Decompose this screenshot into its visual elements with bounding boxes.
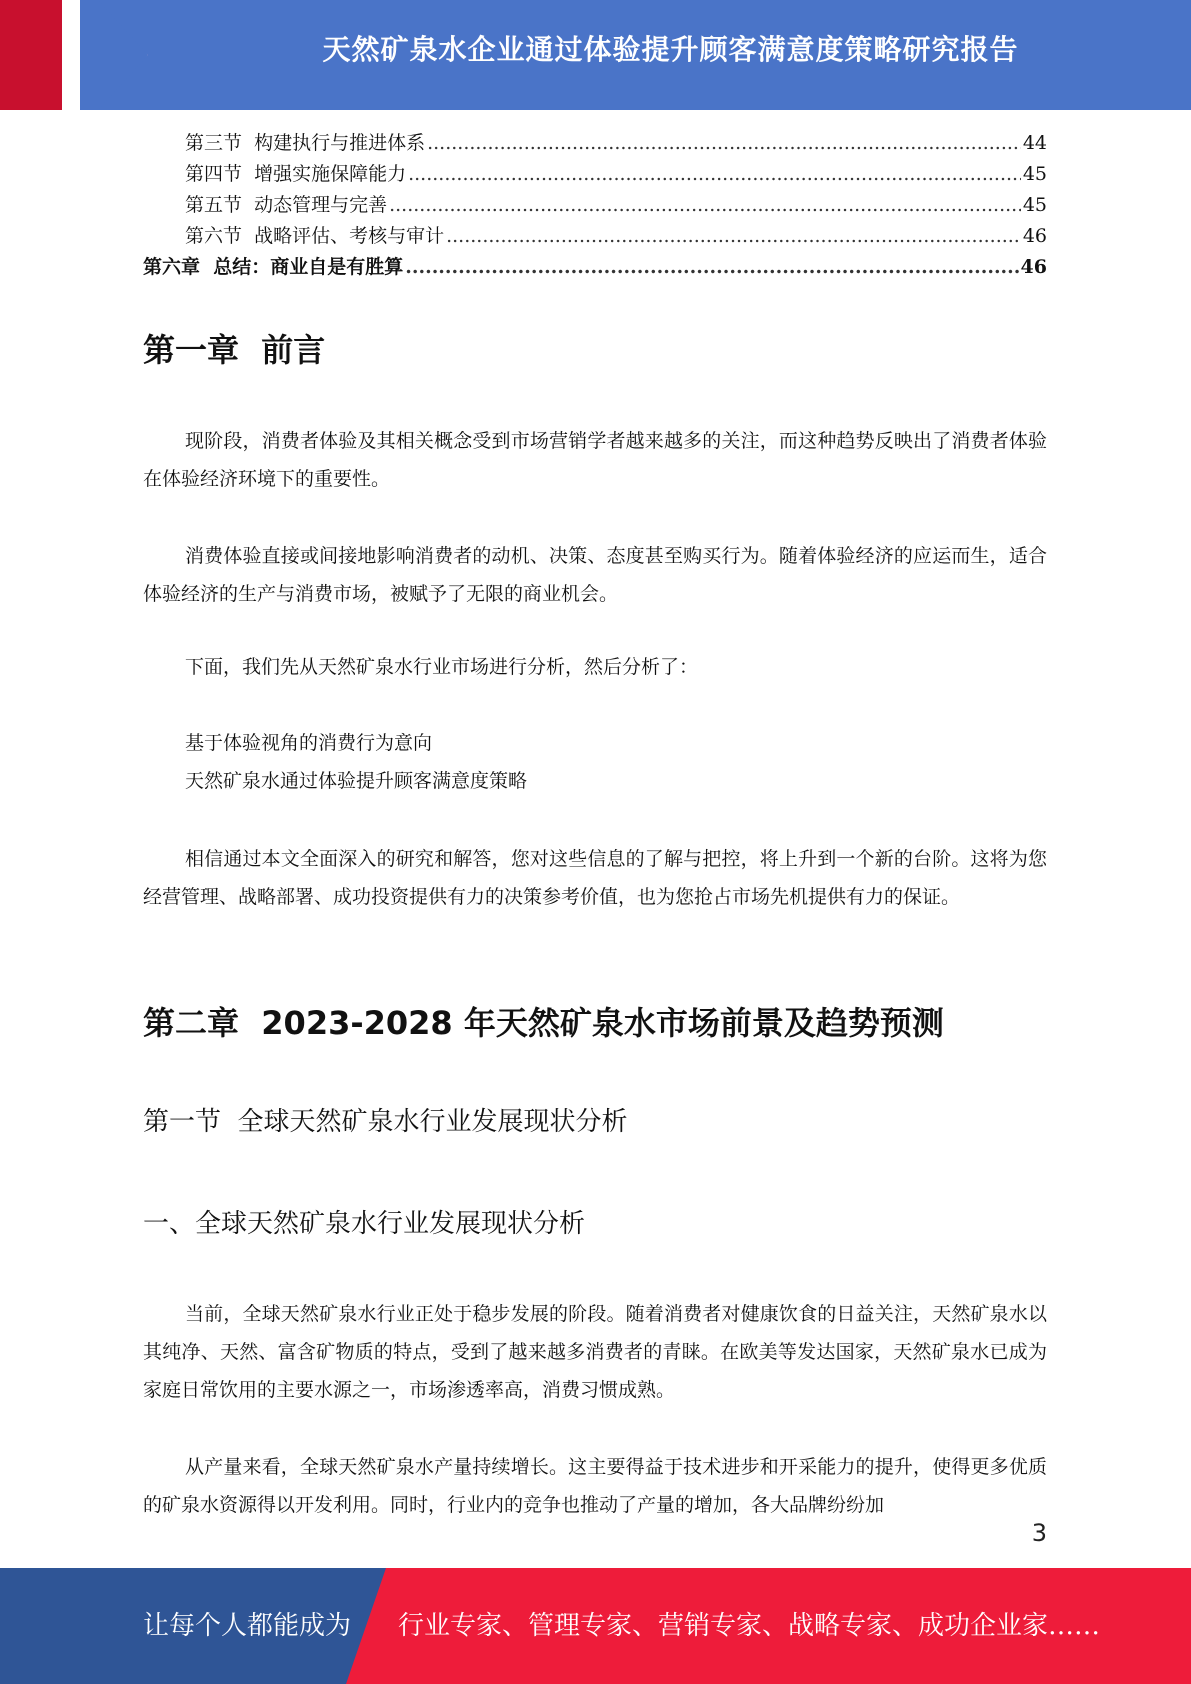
- toc-page-number: 46: [1020, 256, 1047, 278]
- toc-section-title: 第四节 增强实施保障能力: [185, 163, 407, 185]
- page-footer: [0, 1568, 1191, 1684]
- table-of-contents: [143, 128, 1047, 283]
- toc-leader-dots: [389, 194, 1021, 216]
- toc-chapter-title: 第六章 总结：商业自是有胜算: [143, 256, 404, 278]
- section-heading: 第一节 全球天然矿泉水行业发展现状分析: [143, 1107, 628, 1137]
- paragraph: 下面，我们先从天然矿泉水行业市场进行分析，然后分析了：: [185, 656, 699, 678]
- toc-leader-dots: [408, 163, 1021, 185]
- toc-section-title: 第三节 构建执行与推进体系: [185, 132, 426, 154]
- paragraph: 相信通过本文全面深入的研究和解答，您对这些信息的了解与把控，将上升到一个新的台阶。这将为您经营管理、战略部署、成功投资提供有力的决策参考价值，也为您抢占市场先机提供有力的保证。: [143, 848, 1047, 908]
- toc-row[interactable]: [143, 252, 1047, 283]
- header-title: 天然矿泉水企业通过体验提升顾客满意度策略研究报告: [322, 33, 1019, 66]
- chapter-1-heading: 第一章 前言: [143, 331, 326, 369]
- subsection-heading: 一、全球天然矿泉水行业发展现状分析: [143, 1209, 586, 1239]
- toc-row[interactable]: [143, 190, 1047, 221]
- paragraph: 从产量来看，全球天然矿泉水产量持续增长。这主要得益于技术进步和开采能力的提升，使得更多优质的矿泉水资源得以开发利用。同时，行业内的竞争也推动了产量的增加，各大品牌纷纷加: [143, 1456, 1047, 1516]
- toc-row[interactable]: [143, 128, 1047, 159]
- paragraph: 现阶段，消费者体验及其相关概念受到市场营销学者越来越多的关注，而这种趋势反映出了消费者体验在体验经济环境下的重要性。: [143, 430, 1047, 490]
- chapter-2-heading: 第二章 2023-2028 年天然矿泉水市场前景及趋势预测: [143, 1004, 944, 1042]
- toc-row[interactable]: [143, 159, 1047, 190]
- footer-slogan-left: 让每个人都能成为: [143, 1611, 352, 1641]
- page-header: [0, 0, 1191, 110]
- toc-leader-dots: [427, 132, 1021, 154]
- toc-page-number: 45: [1022, 163, 1047, 185]
- footer-slogan-right: 行业专家、管理专家、营销专家、战略专家、成功企业家……: [398, 1611, 1101, 1641]
- list-item: 天然矿泉水通过体验提升顾客满意度策略: [185, 770, 528, 792]
- toc-leader-dots: [446, 225, 1021, 247]
- toc-page-number: 46: [1022, 225, 1047, 247]
- page-number: 3: [1031, 1519, 1047, 1547]
- toc-page-number: 44: [1022, 132, 1047, 154]
- paragraph: 当前，全球天然矿泉水行业正处于稳步发展的阶段。随着消费者对健康饮食的日益关注，天然矿泉水以其纯净、天然、富含矿物质的特点，受到了越来越多消费者的青睐。在欧美等发达国家，天然矿泉水已成为家庭日常饮用的主要水源之一，市场渗透率高，消费习惯成熟。: [143, 1303, 1047, 1401]
- toc-row[interactable]: [143, 221, 1047, 252]
- toc-section-title: 第五节 动态管理与完善: [185, 194, 388, 216]
- list-item: 基于体验视角的消费行为意向: [185, 732, 433, 754]
- toc-page-number: 45: [1022, 194, 1047, 216]
- toc-section-title: 第六节 战略评估、考核与审计: [185, 225, 445, 247]
- paragraph: 消费体验直接或间接地影响消费者的动机、决策、态度甚至购买行为。随着体验经济的应运而生，适合体验经济的生产与消费市场，被赋予了无限的商业机会。: [143, 545, 1047, 605]
- toc-leader-dots: [405, 256, 1018, 278]
